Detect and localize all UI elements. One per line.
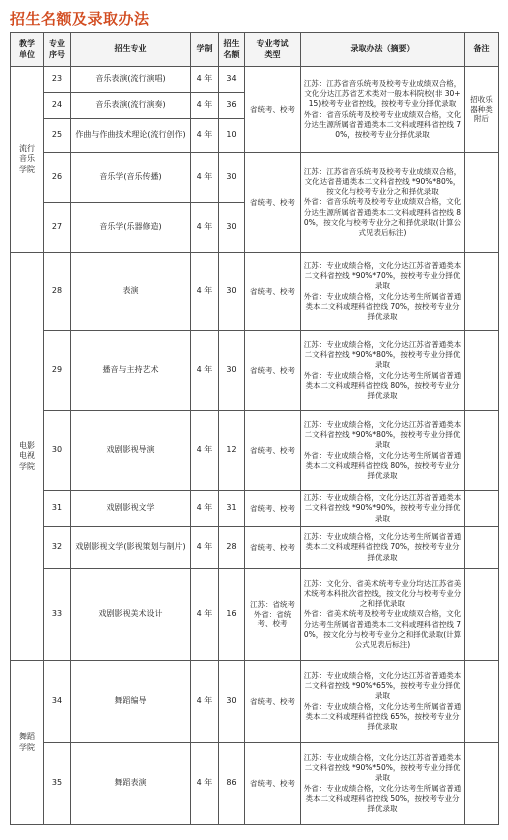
table-row (11, 569, 499, 661)
row-code: 25 (44, 119, 71, 153)
row-major: 音乐学(乐器修造) (71, 203, 191, 253)
row-code: 32 (44, 527, 71, 569)
row-exam-type: 省统考、校考 (245, 661, 301, 743)
row-code: 30 (44, 411, 71, 491)
row-quota: 12 (219, 411, 245, 491)
row-exam-type: 省统考、校考 (245, 491, 301, 527)
page-title: 招生名额及录取办法 (10, 10, 150, 28)
table-row (11, 331, 499, 411)
header-exam-type: 专业考试 类型 (245, 33, 301, 67)
group2-method: 江苏：江苏省音乐统考及校考专业成绩双合格，文化达省普通类本二文科省控线 *90%*80%，按文化与校考专业分之和择优录取 外省：省音乐统考及校考专业成绩双合格，文化分达生源所属省普通类本二文科或理科省控线 80%，按文化与校考专业分之和择优录取(计算公式见表后标注) (301, 153, 465, 253)
row-duration: 4 年 (191, 527, 219, 569)
group2-exam-type: 省统考、校考 (245, 153, 301, 253)
row-quota: 10 (219, 119, 245, 153)
row-exam-type: 省统考、校考 (245, 331, 301, 411)
row-exam-type: 省统考、校考 (245, 253, 301, 331)
row-major: 戏剧影视文学 (71, 491, 191, 527)
row-duration: 4 年 (191, 119, 219, 153)
header-note: 备注 (465, 33, 499, 67)
row-code: 33 (44, 569, 71, 661)
row-note (465, 331, 499, 411)
row-code: 35 (44, 743, 71, 825)
table-row (11, 527, 499, 569)
row-quota: 30 (219, 331, 245, 411)
row-major: 戏剧影视文学(影视策划与制片) (71, 527, 191, 569)
row-method: 江苏：专业成绩合格，文化分达江苏省普通类本二文科省控线 *90%*50%，按校考专业分择优录取 外省：专业成绩合格，文化分达考生所属省普通类本二文科或理科省控线 50%，按校考专业分择优录取 (301, 743, 465, 825)
row-major: 舞蹈编导 (71, 661, 191, 743)
row-note (465, 411, 499, 491)
row-code: 27 (44, 203, 71, 253)
row-note (465, 491, 499, 527)
header-code: 专业 序号 (44, 33, 71, 67)
college-film: 电影 电视 学院 (11, 253, 44, 661)
table-row (11, 743, 499, 825)
header-quota: 招生 名额 (219, 33, 245, 67)
row-code: 23 (44, 67, 71, 93)
group1-method: 江苏：江苏省音乐统考及校考专业成绩双合格，文化分达江苏省艺术类对一般本科院校(非 30+15)校考专业省控线，按校考专业分择优录取 外省：省音乐统考及校考专业成绩双合格，文化分达生源所属省普通类本二文科或理科省控线 70%，按校考专业分择优录取 (301, 67, 465, 153)
row-duration: 4 年 (191, 491, 219, 527)
row-note (465, 527, 499, 569)
row-duration: 4 年 (191, 661, 219, 743)
row-major: 表演 (71, 253, 191, 331)
row-code: 31 (44, 491, 71, 527)
row-major: 播音与主持艺术 (71, 331, 191, 411)
row-quota: 36 (219, 93, 245, 119)
table-row (11, 253, 499, 331)
row-quota: 86 (219, 743, 245, 825)
row-exam-type: 省统考、校考 (245, 527, 301, 569)
header-college: 教学 单位 (11, 33, 44, 67)
row-duration: 4 年 (191, 743, 219, 825)
admissions-table (10, 32, 499, 825)
row-code: 26 (44, 153, 71, 203)
row-exam-type: 江苏：省统考 外省：省统考、校考 (245, 569, 301, 661)
header-major: 招生专业 (71, 33, 191, 67)
row-duration: 4 年 (191, 411, 219, 491)
row-note (465, 253, 499, 331)
row-duration: 4 年 (191, 93, 219, 119)
group1-note: 招收乐器种类附后 (465, 67, 499, 153)
group2-note (465, 153, 499, 253)
row-duration: 4 年 (191, 153, 219, 203)
row-duration: 4 年 (191, 569, 219, 661)
college-dance: 舞蹈 学院 (11, 661, 44, 825)
row-note (465, 743, 499, 825)
row-major: 音乐表演(流行演奏) (71, 93, 191, 119)
row-quota: 30 (219, 153, 245, 203)
row-exam-type: 省统考、校考 (245, 743, 301, 825)
header-duration: 学制 (191, 33, 219, 67)
row-code: 28 (44, 253, 71, 331)
row-method: 江苏：专业成绩合格，文化分达考生所属省普通类本二文科或理科省控线 70%，按校考专业分择优录取 (301, 527, 465, 569)
table-row (11, 491, 499, 527)
row-note (465, 661, 499, 743)
table-row (11, 153, 499, 203)
row-method: 江苏：专业成绩合格，文化分达江苏省普通类本二文科省控线 *90%*80%，按校考专业分择优录取 外省：专业成绩合格，文化分达考生所属省普通类本二文科或理科省控线 80%，按校考专业分择优录取 (301, 411, 465, 491)
college-pop: 流行 音乐 学院 (11, 67, 44, 253)
table-row (11, 661, 499, 743)
row-quota: 28 (219, 527, 245, 569)
row-major: 作曲与作曲技术理论(流行创作) (71, 119, 191, 153)
row-method: 江苏：专业成绩合格，文化分达江苏省普通类本二文科省控线 *90%*90%，按校考专业分择优录取 (301, 491, 465, 527)
row-quota: 16 (219, 569, 245, 661)
row-duration: 4 年 (191, 331, 219, 411)
row-method: 江苏：专业成绩合格，文化分达江苏省普通类本二文科省控线 *90%*65%，按校考专业分择优录取 外省：专业成绩合格，文化分达考生所属省普通类本二文科或理科省控线 65%，按校考专业分择优录取 (301, 661, 465, 743)
row-duration: 4 年 (191, 67, 219, 93)
row-duration: 4 年 (191, 253, 219, 331)
row-method: 江苏：专业成绩合格，文化分达江苏省普通类本二文科省控线 *90%*70%，按校考专业分择优录取 外省：专业成绩合格，文化分达考生所属省普通类本二文科或理科省控线 70%，按校考专业分择优录取 (301, 253, 465, 331)
row-note (465, 569, 499, 661)
header-method: 录取办法（摘要） (301, 33, 465, 67)
row-major: 舞蹈表演 (71, 743, 191, 825)
row-major: 戏剧影视导演 (71, 411, 191, 491)
row-code: 29 (44, 331, 71, 411)
row-major: 音乐学(音乐传播) (71, 153, 191, 203)
row-quota: 31 (219, 491, 245, 527)
row-method: 江苏：文化分、省美术统考专业分均达江苏省美术统考本科批次省控线，按文化分与校考专业分之和择优录取 外省：省美术统考及校考专业成绩双合格，文化分达考生所属省普通类本二文科或理科省控线 70%，按文化分与校考专业分之和择优录取(计算公式见表后标注) (301, 569, 465, 661)
row-quota: 30 (219, 253, 245, 331)
row-quota: 30 (219, 203, 245, 253)
table-header-row (11, 33, 499, 67)
row-quota: 30 (219, 661, 245, 743)
row-exam-type: 省统考、校考 (245, 411, 301, 491)
table-row (11, 411, 499, 491)
row-major: 戏剧影视美术设计 (71, 569, 191, 661)
row-major: 音乐表演(流行演唱) (71, 67, 191, 93)
row-code: 24 (44, 93, 71, 119)
row-code: 34 (44, 661, 71, 743)
row-duration: 4 年 (191, 203, 219, 253)
table-row (11, 67, 499, 93)
group1-exam-type: 省统考、校考 (245, 67, 301, 153)
row-quota: 34 (219, 67, 245, 93)
row-method: 江苏：专业成绩合格，文化分达江苏省普通类本二文科省控线 *90%*80%，按校考专业分择优录取 外省：专业成绩合格，文化分达考生所属省普通类本二文科或理科省控线 80%，按校考专业分择优录取 (301, 331, 465, 411)
